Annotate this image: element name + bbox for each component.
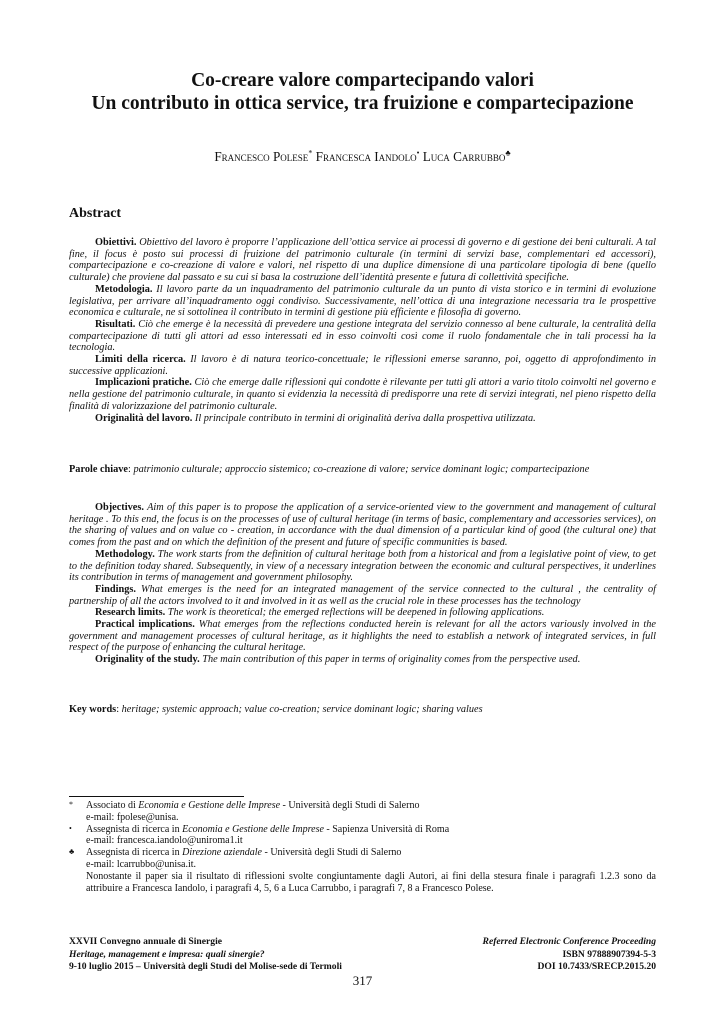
section-text: The work is theoretical; the emerged reflections will be deepened in following applications. [167,607,545,619]
footnotes [69,800,656,894]
section-label: Limiti della ricerca. [95,354,186,366]
conference-theme: Heritage, management e impresa: quali sinergie? [69,948,265,960]
abstract-paragraph [69,654,656,666]
author-list [69,149,656,165]
footnote-text: - Sapienza Università di Roma [323,823,450,835]
abstract-heading: Abstract [69,206,122,221]
conference-date: 9-10 luglio 2015 – Università degli Studi del Molise-sede di Termoli [69,961,342,972]
author-name: Luca Carrubbo [422,149,506,164]
page-number: 317 [352,973,373,988]
author-name: Francesco Polese [214,149,309,164]
abstract-paragraph [69,354,656,377]
abstract-paragraph [69,237,656,284]
author-mark: * [308,148,313,158]
footnote-emphasis: Economia e Gestione delle Imprese [182,823,324,835]
footnote-emphasis: Direzione aziendale [182,847,262,859]
abstract-paragraph [69,502,656,549]
footnote-text: Assegnista di ricerca in [86,823,183,835]
section-label: Metodologia. [95,283,153,295]
section-text: Il principale contributo in termini di originalità deriva dalla prospettiva utilizzata. [194,412,536,424]
abstract-italian [69,237,656,424]
parole-chiave: Parole chiave: patrimonio culturale; approccio sistemico; co-creazione di valore; service dominant logic; compartecipazione [69,464,590,475]
footnote-mark: ♣ [69,847,75,857]
footnote-note: Nonostante il paper sia il risultato di riflessioni svolte congiuntamente dagli Autori, ai fini della stesura finale i paragrafi 1.2.3 sono da attribuire a Francesca Iandolo, i paragrafi 4, 5, 6 a Luca Carrubbo, i paragrafi 7, 8 a Francesco Polese. [86,870,656,894]
abstract-paragraph [69,413,656,425]
section-text: The work starts from the definition of cultural heritage both from a historical and from a legislative point of view, to get to the definition today shared. Subsequently, in view of a necessary integration between the economic and cultural perspectives, it underlines its contribution in terms of management and government philosophy. [69,548,656,584]
section-label: Obiettivi. [95,237,137,248]
doi: DOI 10.7433/SRECP.2015.20 [537,961,656,972]
footer-left [69,936,342,974]
conference-name: XXVII Convegno annuale di Sinergie [69,936,222,947]
section-text: Ciò che emerge è la necessità di prevedere una gestione integrata del servizio connesso al bene culturale, la centralità della compartecipazione di tutti gli attori ad esso interessati ed in esso coinvolti così come il ruolo fondamentale che in tali processi ha la tecnologia. [69,318,656,354]
author-mark: ♣ [505,148,511,158]
keywords-text: heritage; systemic approach; value co-creation; service dominant logic; sharing values [121,704,483,715]
section-text: Obiettivo del lavoro è proporre l’applicazione dell’ottica service ai processi di governo e di gestione dei beni culturali. A tal fine, il focus è posto sui processi di fruizione del patrimonio culturale (in termini di servizi base, complementari ed accessori), compartecipazione e co-creazione di valore e valori, nel rispetto di una duplice dimensione di una particolare tipologia di bene (quello culturale) che proviene dal passato e su cui si basa la costruzione dell’identità presente e futura di collettività specifiche. [69,237,656,284]
abstract-paragraph [69,549,656,584]
section-label: Implicazioni pratiche. [95,377,192,389]
section-label: Methodology. [95,548,155,560]
paper-title: Co-creare valore compartecipando valori [191,70,534,91]
footnote-text: - Università degli Studi di Salerno [280,800,420,811]
section-label: Risultati. [95,318,136,330]
abstract-paragraph [69,319,656,354]
section-label: Originality of the study. [95,654,200,666]
footnote-emphasis: Economia e Gestione delle Imprese [138,800,281,811]
footnote-text: Assegnista di ricerca in [86,847,183,859]
section-label: Findings. [95,583,136,595]
section-label: Practical implications. [95,619,195,631]
section-text: What emerges is the need for an integrated management of the service connected to the cultural , the centrality of partnership of all the actors involved to it and involved in it as well as the crucial role in these processes has the technology [69,583,656,607]
paper-subtitle: Un contributo in ottica service, tra fruizione e compartecipazione [91,93,634,114]
section-label: Originalità del lavoro. [95,412,193,424]
footnote-mark: • [69,823,72,833]
section-text: Il lavoro è di natura teorico-concettuale; le riflessioni emerse saranno, poi, oggetto di approfondimento in successive applicazioni. [69,354,657,377]
footnote-email: e-mail: fpolese@unisa. [86,811,179,823]
footnote-email: e-mail: francesca.iandolo@uniroma1.it [86,835,243,847]
footnote-separator [69,796,244,797]
footer-right [483,936,656,974]
footnote [69,800,656,824]
section-label: Research limits. [95,607,166,619]
abstract-english [69,502,656,666]
footnote-mark: * [69,800,73,809]
abstract-paragraph [69,607,656,619]
section-text: Ciò che emerge dalle riflessioni qui condotte è rilevante per tutti gli attori a vario titolo coinvolti nel governo e nella gestione del patrimonio culturale, in quanto si evidenzia la necessità di predisporre una rete di servizi integrati, nel pieno rispetto della finalità di valorizzazione del patrimonio culturale. [69,377,656,412]
proceeding-type: Referred Electronic Conference Proceeding [482,936,656,947]
footnote [69,824,656,848]
section-text: Il lavoro parte da un inquadramento del patrimonio culturale da un punto di vista storico e in termini di evoluzione legislativa, per arrivare all’inquadramento oggi condiviso. Successivamente, nell’ottica di una integrazione necessaria tra le prospettive economica e culturale, ne si sottolinea il contributo in termini di gestione più efficiente e filosofia di governo. [69,283,657,319]
section-text: The main contribution of this paper in terms of originality comes from the perspective used. [202,654,581,666]
abstract-paragraph [69,284,656,319]
author-mark: • [416,148,420,158]
isbn: ISBN 97888907394-5-3 [562,948,656,960]
key-words: Key words: heritage; systemic approach; value co-creation; service dominant logic; sharing values [69,704,483,715]
abstract-paragraph [69,377,656,412]
footnote-text: - Università degli Studi di Salerno [262,847,402,859]
abstract-paragraph [69,619,656,654]
footnote-email: e-mail: lcarrubbo@unisa.it. [86,858,197,870]
footnote-text: Associato di [86,800,139,811]
keywords-label: Key words [69,704,117,715]
section-label: Objectives. [95,502,144,513]
keywords-text: patrimonio culturale; approccio sistemico; co-creazione di valore; service dominant logic; compartecipazione [133,464,590,475]
author-name: Francesca Iandolo [315,149,417,164]
footnote [69,847,656,871]
keywords-label: Parole chiave [69,464,129,475]
abstract-paragraph [69,584,656,607]
section-text: What emerges from the reflections conducted herein is relevant for all the actors variously involved in the government and management processes of cultural heritage, as it highlights the need to establish a network of integrated services, in full respect of the purpose of enhancing the cultural heritage. [69,619,656,654]
section-text: Aim of this paper is to propose the application of a service-oriented view to the government and management of cultural heritage . To this end, the focus is on the processes of use of cultural heritage (in terms of basic, complementary and accessories services), on the sharing of values and on value co - creation, in accordance with the dual dimension of a particular kind of good (the cultural one) that comes from the past and on which the definition of the present and future of specific communities is based. [69,502,656,549]
